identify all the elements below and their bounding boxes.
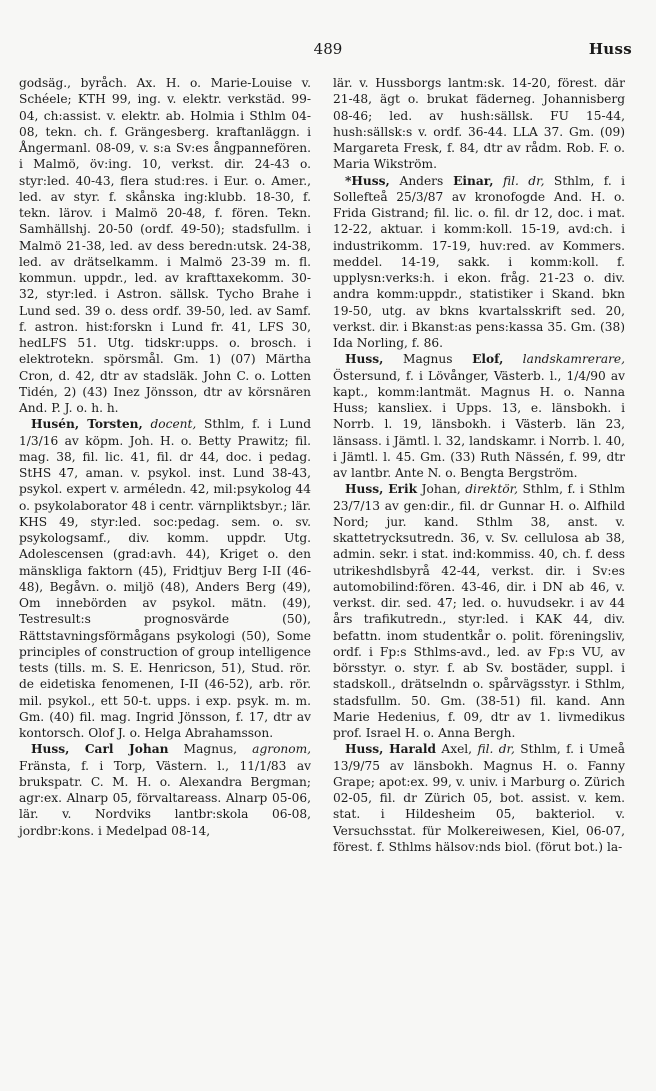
- right-column: [333, 75, 625, 855]
- entry-headword: Huss, Magnus Elof,: [345, 352, 504, 367]
- entry-text: Fränsta, f. i Torp, Västern. l., 11/1/83 av brukspatr. C. M. H. o. Alexandra Bergman; agr:ex. Alnarp 05, förvaltareass. Alnarp 05-06, lär. v. Nordviks lantbr:skola 06-08, jordbr:kons. i Medelpad 08-14,: [19, 758, 311, 838]
- running-head: Huss: [588, 40, 632, 58]
- entry-title: agronom,: [252, 742, 312, 757]
- entry-text: Östersund, f. i Lövånger, Västerb. l., 1/4/90 av kapt., komm:lantmät. Magnus H. o. Nanna Huss; kansliex. i Upps. 13, e. länsbokh. i Norrb. l. 19, länsbokh. i Västerb. län 23, länsass. i Jämtl. l. 32, landskamr. i Norrb. l. 40, i Jämtl. l. 45. Gm. (33) Ruth Nässén, f. 99, dtr av lantbr. Ante N. o. Bengta Bergström.: [333, 368, 625, 480]
- entry-title: landskamrerare,: [522, 352, 625, 367]
- entry-huss-erik: Huss, Erik Johan, direktör, Sthlm, f. i Sthlm 23/7/13 av gen:dir., fil. dr Gunnar H. o. Alfhild Nord; jur. kand. Sthlm 38, anst. v. skattetrycksutredn. 36, v. Sv. cellulosa ab 38, admin. sekr. i stat. ind:kommiss. 40, ch. f. dess utrikeshdlsbyrå 42-44, verkst. dir. i Sv:es automobilind:fören. 43-46, dir. i DN ab 46, v. verkst. dir. sed. 47; led. o. huvudsekr. i av 44 års trafikutredn., styr:led. i KAK 44, div. befattn. inom studentkår o. polit. föreningsliv, ordf. i Fp:s Sthlms-avd., led. av Fp:s VU, av börsstyr. o. styr. f. ab Sv. bostäder, suppl. i stadskoll., drätselndn o. spårvägsstyr. i Sthlm, stadsfullm. 50. Gm. (38-51) fil. kand. Ann Marie Hedenius, f. 09, dtr av 1. livmedikus prof. Israel H. o. Anna Bergh.: [333, 482, 626, 740]
- entry-title: fil. dr,: [477, 742, 515, 757]
- entry-title: fil. dr,: [502, 173, 545, 188]
- entry-headword: Huss, Carl Johan: [31, 742, 169, 757]
- entry-huss-einar: [333, 173, 625, 352]
- entry-headword: *Huss, Anders Einar,: [345, 173, 494, 188]
- entry-headword: Husén, Torsten,: [31, 417, 143, 432]
- entry-text: Sthlm, f. i Sollefteå 25/3/87 av kronofogde And. H. o. Frida Gistrand; fil. lic. o. fil. dr 12, doc. i mat. 12-22, aktuar. i komm:koll. 15-19, avd:ch. i industrikomm. 17-19, huv:red. av Kommers. meddel. 14-19, sakk. i komm:koll. f. upplysn:verks:h. i ekon. fråg. 21-23 o. div. andra komm:uppdr., statistiker i Skand. bkn 19-50, utg. av bkns kvartalsskrift sed. 20, verkst. dir. i Bkanst:as pens:kassa 35. Gm. (38) Ida Norling, f. 86.: [333, 173, 626, 350]
- entry-headword: Huss, Erik: [345, 482, 418, 497]
- entry-continuation: godsäg., byråch. Ax. H. o. Marie-Louise v. Schéele; KTH 99, ing. v. elektr. verkstäd. 99-04, ch:assist. v. elektr. ab. Holmia i Sthlm 04-08, tekn. ch. f. Grängesberg. kraftanläggn. i Ångermanl. 08-09, v. s:a Sv:es ångpannefören. i Malmö, öv:ing. 10, verkst. dir. 24-43 o. styr:led. 40-43, flera stud:res. i Eur. o. Amer., led. av styr. f. skånska ing:klubb. 18-30, f. tekn. lärov. i Malmö 20-48, f. fören. Tekn. Samhällshj. 20-50 (ordf. 49-50); stadsfullm. i Malmö 21-38, led. av dess beredn:utsk. 24-38, led. av drätselkamm. i Malmö 23-39 m. fl. kommun. uppdr., led. av krafttaxekomm. 30-32, styr:led. i Astron. sällsk. Tycho Brahe i Lund sed. 39 o. dess ordf. 39-50, led. av Samf. f. astron. hist:forskn i Lund fr. 41, LFS 30, hedLFS 51. Utg. tidskr:upps. o. brosch. i elektrotekn. spörsmål. Gm. 1) (07) Märtha Cron, d. 42, dtr av stadsläk. John C. o. Lotten Tidén, 2) (43) Inez Jönsson, dtr av körsnären And. P. J. o. h. h.: [19, 76, 311, 415]
- left-column: [19, 75, 311, 839]
- page-number: 489: [313, 40, 343, 58]
- entry-huss-elof: [333, 351, 625, 481]
- entry-title: direktör,: [465, 482, 518, 497]
- entry-huss-carl-johan: Huss, Carl Johan Magnus, agronom, Fränsta, f. i Torp, Västern. l., 11/1/83 av brukspatr. C. M. H. o. Alexandra Bergman; agr:ex. Alnarp 05, förvaltareass. Alnarp 05-06, lär. v. Nordviks lantbr:skola 06-08, jordbr:kons. i Medelpad 08-14,: [19, 742, 312, 838]
- entry-headword: Huss, Harald: [345, 742, 436, 757]
- entry-title: docent,: [150, 417, 197, 432]
- entry-text: Sthlm, f. i Sthlm 23/7/13 av gen:dir., fil. dr Gunnar H. o. Alfhild Nord; jur. kand. Sthlm 38, anst. v. skattetrycksutredn. 36, v. Sv. cellulosa ab 38, admin. sekr. i stat. ind:kommiss. 40, ch. f. dess utrikeshdlsbyrå 42-44, verkst. dir. i Sv:es automobilind:fören. 43-46, dir. i DN ab 46, v. verkst. dir. sed. 47; led. o. huvudsekr. i av 44 års trafikutredn., styr:led. i KAK 44, div. befattn. inom studentkår o. polit. föreningsliv, ordf. i Fp:s Sthlms-avd., led. av Fp:s VU, av börsstyr. o. styr. f. ab Sv. bostäder, suppl. i stadskoll., drätselndn o. spårvägsstyr. i Sthlm, stadsfullm. 50. Gm. (38-51) fil. kand. Ann Marie Hedenius, f. 09, dtr av 1. livmedikus prof. Israel H. o. Anna Bergh.: [333, 482, 626, 740]
- entry-text: Sthlm, f. i Lund 1/3/16 av köpm. Joh. H. o. Betty Prawitz; fil. mag. 38, fil. lic. 41, fil. dr 44, doc. i pedag. StHS 47, aman. v. psykol. inst. Lund 38-43, psykol. expert v. arméledn. 42, mil:psykolog 44 o. psykolaborator 48 i centr. värnpliktsbyr.; lär. KHS 49, styr:led. soc:pedag. sem. o. sv. psykologsamf., div. komm. uppdr. Utg. Adolescensen (grad:avh. 44), Kriget o. den mänskliga faktorn (45), Fridtjuv Berg I-II (46-48), Begåvn. o. miljö (48), Anders Berg (49), Om innebörden av psykol. mätn. (49), Testresult:s prognosvärde (50), Rättstavningsförmågans psykologi (50), Some principles of construction of group intelligence tests (tills. m. S. E. Henricson, 51), Stud. rör. de eidetiska fenomenen, I-II (46-52), arb. rör. mil. psykol., ett 50-t. upps. i exp. psyk. m. m. Gm. (40) fil. mag. Ingrid Jönsson, f. 17, dtr av kontorsch. Olof J. o. Helga Abrahamsson.: [19, 417, 312, 740]
- page-header: [20, 40, 636, 62]
- entry-text: Sthlm, f. i Umeå 13/9/75 av länsbokh. Magnus H. o. Fanny Grape; apot:ex. 99, v. univ. i Marburg o. Zürich 02-05, fil. dr Zürich 05, bot. assist. v. kem. stat. i Hildesheim 05, bakteriol. v. Versuchsstat. für Molkereiwesen, Kiel, 06-07, förest. f. Sthlms hälsov:nds biol. (förut bot.) la-: [333, 742, 626, 854]
- entry-continuation: lär. v. Hussborgs lantm:sk. 14-20, förest. där 21-48, ägt o. brukat fäderneg. Johannisberg 08-46; led. av hush:sällsk. FU 15-44, hush:sällsk:s v. ordf. 36-44. LLA 37. Gm. (09) Margareta Fresk, f. 84, dtr av rådm. Rob. F. o. Maria Wikström.: [333, 76, 625, 172]
- entry-husen-torsten: [19, 416, 311, 741]
- entry-huss-harald: Huss, Harald Axel, fil. dr, Sthlm, f. i Umeå 13/9/75 av länsbokh. Magnus H. o. Fanny Grape; apot:ex. 99, v. univ. i Marburg o. Zürich 02-05, fil. dr Zürich 05, bot. assist. v. kem. stat. i Hildesheim 05, bakteriol. v. Versuchsstat. für Molkereiwesen, Kiel, 06-07, förest. f. Sthlms hälsov:nds biol. (förut bot.) la-: [333, 742, 626, 854]
